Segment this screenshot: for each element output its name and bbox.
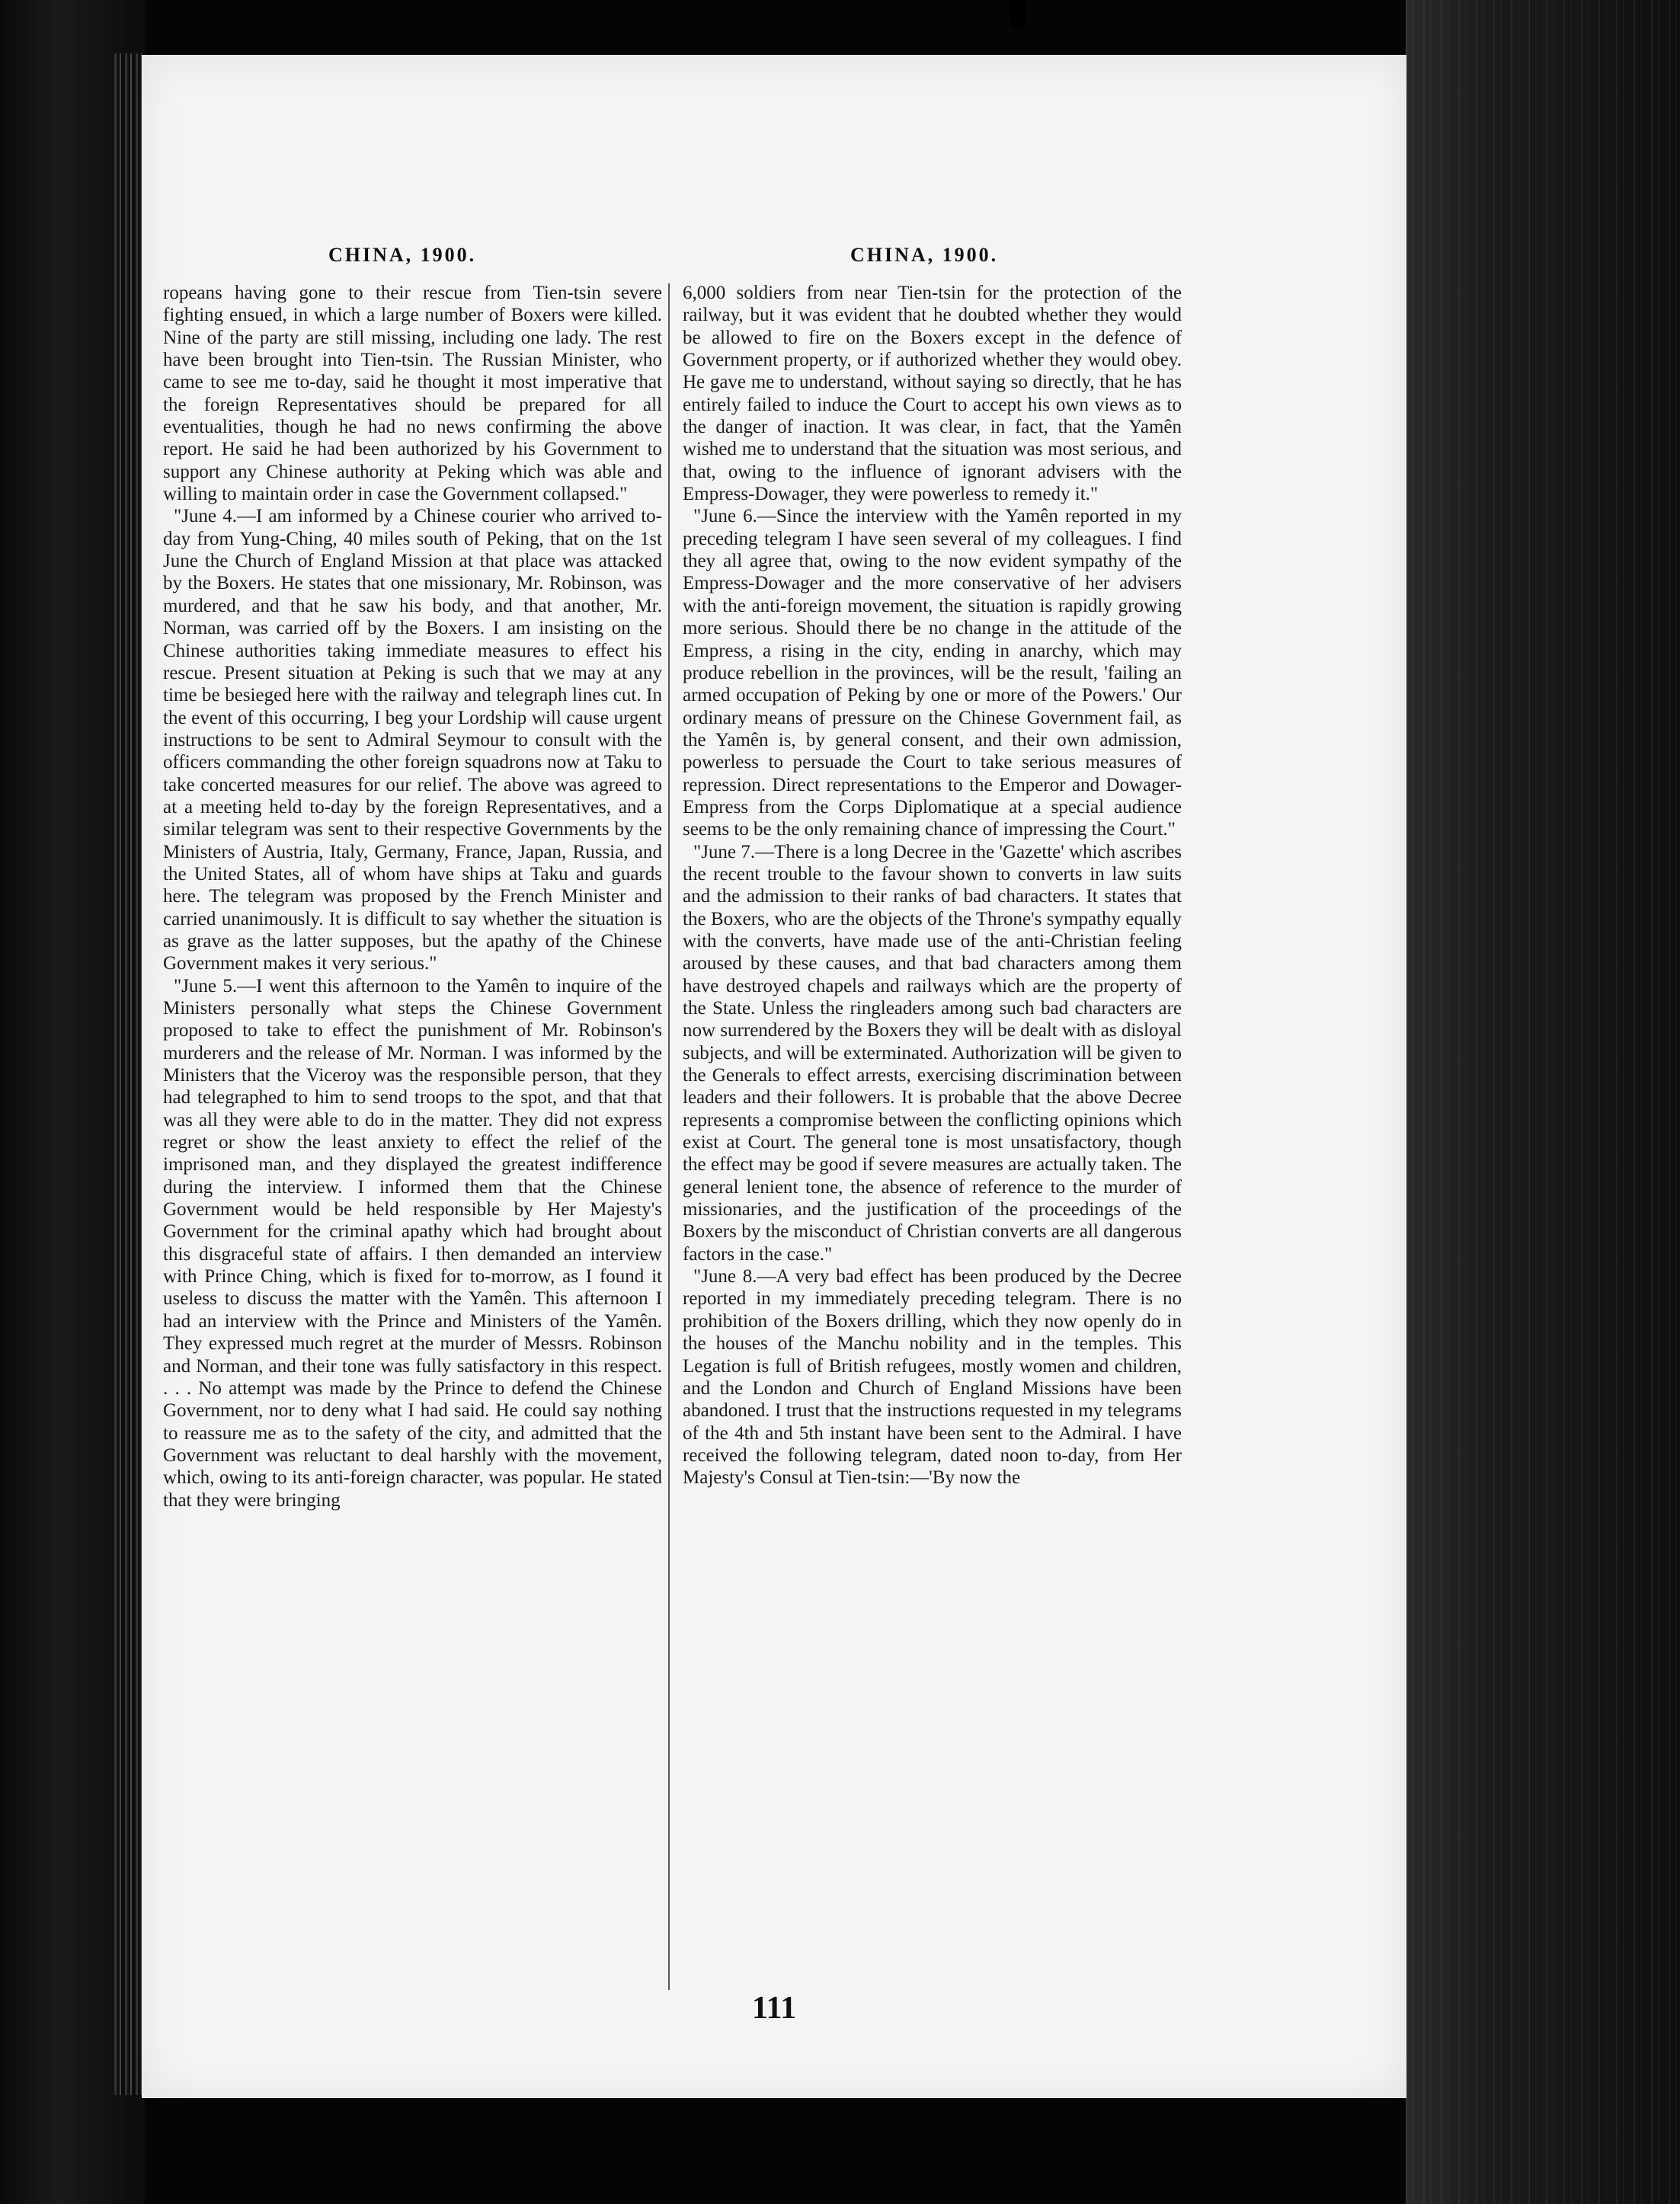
text-column-right [683,282,1182,1489]
column-divider [668,283,670,1990]
document-page [142,55,1406,2098]
paragraph: "June 8.—A very bad effect has been produced by the Decree reported in my immediately preceding telegram. There is no prohibition of the Boxers drilling, which they now openly do in the houses of the Manchu nobility and in the temples. This Legation is full of British refugees, mostly women and children, and the London and Church of England Missions have been abandoned. I trust that the instructions requested in my telegrams of the 4th and 5th instant have been sent to the Admiral. I have received the following telegram, dated noon to-day, from Her Majesty's Consul at Tien-tsin:—'By now the [683,1266,1182,1489]
scan-speck [1010,0,1026,30]
paragraph: 6,000 soldiers from near Tien-tsin for the protection of the railway, but it was evident that he doubted whether they would be allowed to fire on the Boxers except in the defence of Government property, or if authorized whether they would obey. He gave me to understand, without saying so directly, that he has entirely failed to induce the Court to accept his own views as to the danger of inaction. It was clear, in fact, that the Yamên wished me to understand that the situation was most serious, and that, owing to the influence of ignorant advisers with the Empress-Dowager, they were powerless to remedy it." [683,283,1182,505]
text-column-left [163,282,662,1511]
paragraph: "June 4.—I am informed by a Chinese courier who arrived to-day from Yung-Ching, 40 miles south of Peking, that on the 1st June the Church of England Mission at that place was attacked by the Boxers. He states that one missionary, Mr. Robinson, was murdered, and that he saw his body, and that another, Mr. Norman, was carried off by the Boxers. I am insisting on the Chinese authorities taking immediate measures to effect his rescue. Present situation at Peking is such that we may at any time be besieged here with the railway and telegraph lines cut. In the event of this occurring, I beg your Lordship will cause urgent instructions to be sent to Admiral Seymour to consult with the officers commanding the other foreign squadrons now at Taku to take concerted measures for our relief. The above was agreed to at a meeting held to-day by the foreign Representatives, and a similar telegram was sent to their respective Governments by the Ministers of Austria, Italy, Germany, France, Japan, Russia, and the United States, all of whom have ships at Taku and guards here. The telegram was proposed by the French Minister and carried unanimously. It is difficult to say whether the situation is as grave as the latter supposes, but the apathy of the Chinese Government makes it very serious." [163,506,662,974]
paragraph: "June 7.—There is a long Decree in the 'Gazette' which ascribes the recent trouble to the favour shown to converts in law suits and the admission to their ranks of bad characters. It states that the Boxers, who are the objects of the Throne's sympathy equally with the converts, have made use of the anti-Christian feeling aroused by these causes, and that bad characters among them have destroyed chapels and railways which are the property of the State. Unless the ringleaders among such bad characters are now surrendered by the Boxers they will be dealt with as disloyal subjects, and will be exterminated. Authorization will be given to the Generals to effect arrests, exercising discrimination between leaders and their followers. It is probable that the above Decree represents a compromise between the conflicting opinions which exist at Court. The general tone is most unsatisfactory, though the effect may be good if severe measures are actually taken. The general lenient tone, the absence of reference to the murder of missionaries, and the justification of the proceedings of the Boxers by the misconduct of Christian converts are all dangerous factors in the case." [683,841,1182,1265]
page-number: 111 [751,1991,797,2026]
page-edge-strip [114,53,142,2095]
running-header-right: CHINA, 1900. [850,244,999,266]
running-header-left: CHINA, 1900. [328,244,477,266]
paragraph: "June 6.—Since the interview with the Yamên reported in my preceding telegram I have seen several of my colleagues. I find they all agree that, owing to the now evident sympathy of the Empress-Dowager and the more conservative of her advisers with the anti-foreign movement, the situation is rapidly growing more serious. Should there be no change in the attitude of the Empress, a rising in the city, ending in anarchy, which may produce rebellion in the provinces, will be the result, 'failing an armed occupation of Peking by one or more of the Powers.' Our ordinary means of pressure on the Chinese Government fail, as the Yamên is, by general consent, and their own admission, powerless to persuade the Court to take serious measures of repression. Direct representations to the Emperor and Dowager-Empress from the Corps Diplomatique at a special audience seems to be the only remaining chance of impressing the Court." [683,506,1182,840]
paragraph: "June 5.—I went this afternoon to the Yamên to inquire of the Ministers personally what steps the Chinese Government proposed to take to effect the punishment of Mr. Robinson's murderers and the release of Mr. Norman. I was informed by the Ministers that the Viceroy was the responsible person, that they had telegraphed to him to send troops to the spot, and that that was all they were able to do in the matter. They did not express regret or show the least anxiety to effect the relief of the imprisoned man, and they displayed the greatest indifference during the interview. I informed them that the Chinese Government would be held responsible by Her Majesty's Government for the criminal apathy which had brought about this disgraceful state of affairs. I then demanded an interview with Prince Ching, which is fixed for to-morrow, as I found it useless to discuss the matter with the Yamên. This afternoon I had an interview with the Prince and Ministers of the Yamên. They expressed much regret at the murder of Messrs. Robinson and Norman, and their tone was fully satisfactory in this respect. . . . No attempt was made by the Prince to defend the Chinese Government, nor to deny what I had said. He could say nothing to reassure me as to the safety of the city, and admitted that the Government was reluctant to deal harshly with the movement, which, owing to its anti-foreign character, was popular. He stated that they were bringing [163,975,662,1511]
scan-border-right [1406,0,1680,2204]
paragraph: ropeans having gone to their rescue from Tien-tsin severe fighting ensued, in which a large number of Boxers were killed. Nine of the party are still missing, including one lady. The rest have been brought into Tien-tsin. The Russian Minister, who came to see me to-day, said he thought it most imperative that the foreign Representatives should be prepared for all eventualities, though he had no news confirming the above report. He said he had been authorized by his Government to support any Chinese authority at Peking which was able and willing to maintain order in case the Government collapsed." [163,283,662,505]
